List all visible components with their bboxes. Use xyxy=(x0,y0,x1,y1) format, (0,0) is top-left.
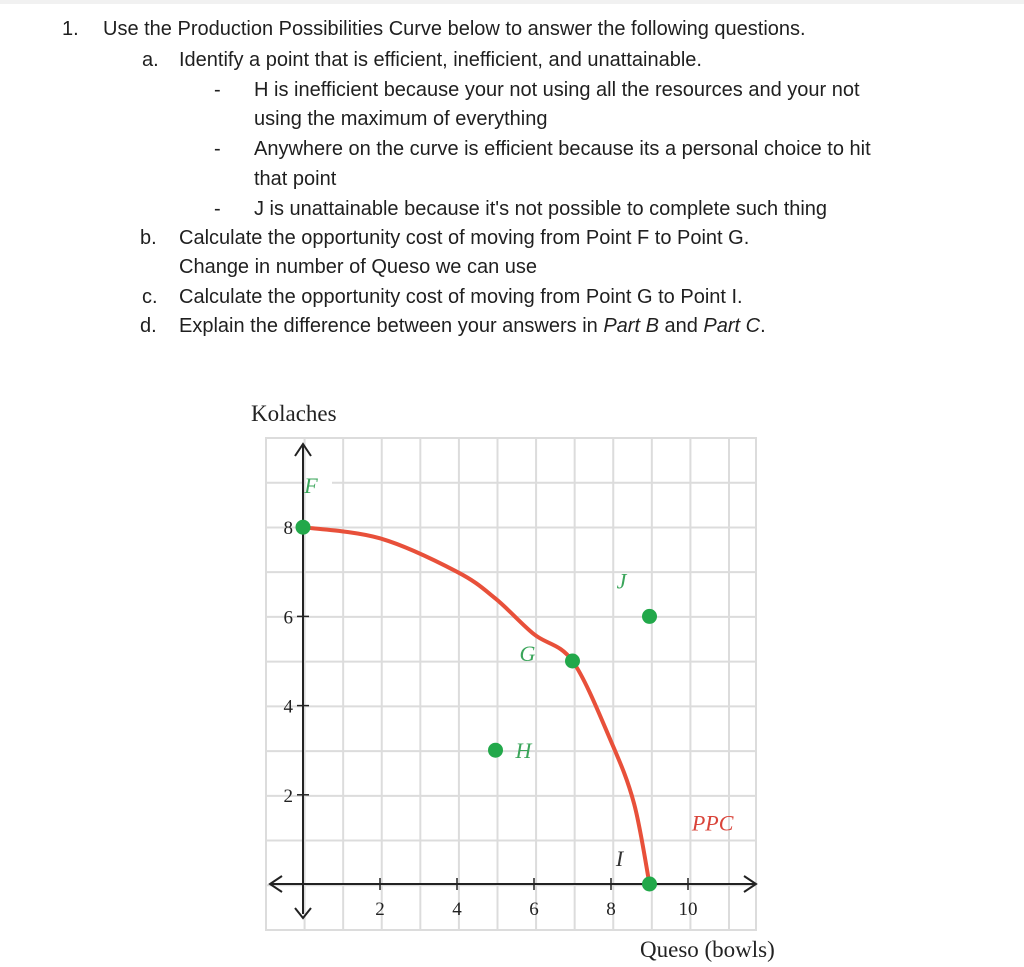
x-tick-label: 4 xyxy=(452,899,462,920)
y-axis-title: Kolaches xyxy=(251,401,337,426)
answer-a2-bullet: - xyxy=(214,138,221,160)
point-g xyxy=(565,654,580,669)
answer-a3-line1: J is unattainable because it's not possible to complete such thing xyxy=(254,198,828,220)
x-tick-label: 10 xyxy=(678,899,698,920)
answer-a2-line2: that point xyxy=(254,168,337,190)
answer-a1-line2: using the maximum of everything xyxy=(254,108,548,130)
answer-a1-bullet: - xyxy=(214,79,221,101)
point-label-i: I xyxy=(615,846,624,871)
part-b-marker: b. xyxy=(140,227,157,249)
point-label-g: G xyxy=(519,641,536,666)
part-d-text: Explain the difference between your answers in Part B and Part C. xyxy=(179,315,766,337)
y-tick-label: 2 xyxy=(283,785,293,807)
y-tick-label: 6 xyxy=(283,607,293,629)
point-f xyxy=(296,520,311,535)
y-tick-label: 4 xyxy=(283,696,293,718)
point-h xyxy=(488,743,503,758)
part-c-marker: c. xyxy=(142,286,158,308)
part-a-text: Identify a point that is efficient, inefficient, and unattainable. xyxy=(179,49,702,71)
part-a-marker: a. xyxy=(142,49,159,71)
answer-a1-line1: H is inefficient because your not using all the resources and your not xyxy=(254,79,860,101)
question-prompt: Use the Production Possibilities Curve below to answer the following questions. xyxy=(103,18,806,40)
ppc-chart xyxy=(240,390,820,965)
answer-a2-line1: Anywhere on the curve is efficient because its a personal choice to hit xyxy=(254,138,871,160)
part-d-marker: d. xyxy=(140,315,157,337)
part-b-text: Calculate the opportunity cost of moving from Point F to Point G. xyxy=(179,227,750,249)
x-tick-label: 2 xyxy=(375,899,385,920)
point-i xyxy=(642,877,657,892)
part-b-ref: Part B xyxy=(603,315,659,337)
part-c-ref: Part C xyxy=(703,315,761,337)
top-divider xyxy=(0,0,1024,4)
x-tick-label: 6 xyxy=(529,899,539,920)
point-label-h: H xyxy=(515,738,532,764)
x-axis-title: Queso (bowls) xyxy=(640,937,775,962)
x-tick-label: 8 xyxy=(606,899,616,920)
grid-frame xyxy=(266,438,756,930)
point-label-f: F xyxy=(304,473,318,499)
part-c-text: Calculate the opportunity cost of moving from Point G to Point I. xyxy=(179,286,743,308)
answer-a3-bullet: - xyxy=(214,198,221,220)
y-tick-label: 8 xyxy=(283,518,293,540)
ppc-label: PPC xyxy=(691,810,734,836)
part-b-answer: Change in number of Queso we can use xyxy=(179,256,537,278)
point-label-j: J xyxy=(616,568,627,594)
question-number: 1. xyxy=(62,18,79,40)
point-j xyxy=(642,609,657,624)
